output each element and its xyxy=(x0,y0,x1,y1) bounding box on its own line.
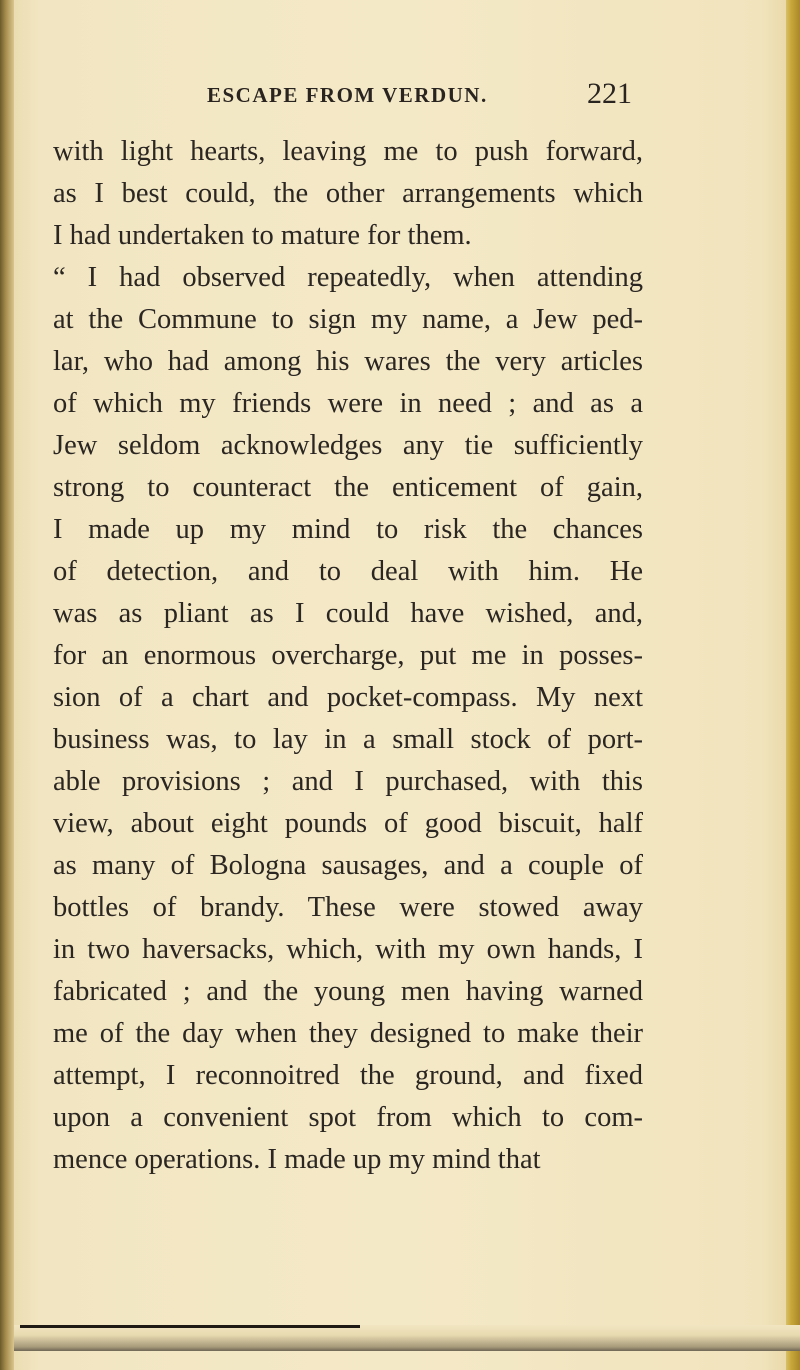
text-line: with light hearts, leaving me to push forward, xyxy=(53,136,643,167)
text-line: Jew seldom acknowledges any tie sufficiently xyxy=(53,430,643,461)
text-line: of detection, and to deal with him. He xyxy=(53,556,643,587)
text-line: me of the day when they designed to make their xyxy=(53,1018,643,1049)
text-line: upon a convenient spot from which to com- xyxy=(53,1102,643,1133)
text-line: sion of a chart and pocket-compass. My next xyxy=(53,682,643,713)
text-line: mence operations. I made up my mind that xyxy=(53,1144,541,1175)
text-line: fabricated ; and the young men having warned xyxy=(53,976,643,1007)
text-line: I made up my mind to risk the chances xyxy=(53,514,643,545)
text-line: business was, to lay in a small stock of port- xyxy=(53,724,643,755)
text-line: I had undertaken to mature for them. xyxy=(53,220,472,251)
text-line: at the Commune to sign my name, a Jew ped- xyxy=(53,304,643,335)
body-text xyxy=(53,131,643,1181)
page-edge xyxy=(786,0,800,1370)
text-line: able provisions ; and I purchased, with this xyxy=(53,766,643,797)
bottom-rule xyxy=(20,1325,360,1328)
text-line: lar, who had among his wares the very articles xyxy=(53,346,643,377)
text-line: as many of Bologna sausages, and a couple of xyxy=(53,850,643,881)
page-bottom-shadow xyxy=(14,1325,800,1351)
text-line: of which my friends were in need ; and as a xyxy=(53,388,643,419)
text-line: in two haversacks, which, with my own hands, I xyxy=(53,934,643,965)
text-line: as I best could, the other arrangements which xyxy=(53,178,643,209)
page-number: 221 xyxy=(587,77,632,110)
text-line: attempt, I reconnoitred the ground, and fixed xyxy=(53,1060,643,1091)
text-line: was as pliant as I could have wished, and, xyxy=(53,598,643,629)
text-line: “ I had observed repeatedly, when attending xyxy=(53,262,643,293)
text-line: view, about eight pounds of good biscuit, half xyxy=(53,808,643,839)
text-line: strong to counteract the enticement of gain, xyxy=(53,472,643,503)
text-line: bottles of brandy. These were stowed away xyxy=(53,892,643,923)
running-head: ESCAPE FROM VERDUN. xyxy=(207,83,488,107)
page-gutter xyxy=(0,0,14,1370)
page-header xyxy=(0,77,800,113)
text-line: for an enormous overcharge, put me in posses- xyxy=(53,640,643,671)
